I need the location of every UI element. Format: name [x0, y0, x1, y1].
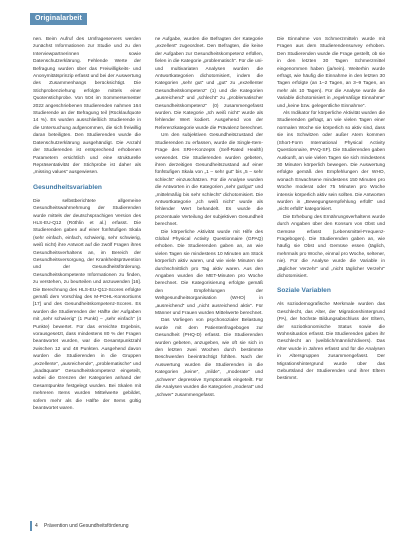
section-heading-gesundheitsvariablen: Gesundheitsvariablen [33, 183, 102, 191]
paragraph: Als Indikator für körperliche Aktivität wurden die Studierenden gefragt, an wie vielen Tagen einer normalen Woche sie körperlich so aktiv sind, dass sie ins Schwitzen oder außer Atem kommen (Short-Form International Physical Activity Questionnaire, IPAQ-SF). Die Studierenden gaben Auskunft, an wie vielen Tagen sie sich mindestens 30 Minuten körperlich bewegen. Die Auswertung erfolgte gemäß den Empfehlungen der WHO, wonach Erwachsene mindestens 150 Minuten pro Woche moderat oder 75 Minuten pro Woche intensiv körperlich aktiv sein sollten. Die Antworten wurden in „Bewegungsempfehlung erfüllt“ und „nicht erfüllt“ kategorisiert. [277, 111, 385, 213]
article-type-tag: Originalarbeit [30, 13, 87, 25]
paragraph: Das Vorliegen von psychosozialer Belastung wurde mit dem Patientenfragebogen zur Gesundheit (PHQ-D) erfasst. Die Studierenden wurden gebeten, anzugeben, wie oft sie sich in den letzten zwei Wochen durch bestimmte Beschwerden beeinträchtigt fühlten. Nach der Auswertung wurden die Studierenden in die Kategorien „keine“, „milde“, „moderate“ und „schwere“ depressive Symptomatik eingeteilt. Für die Analysen wurden die Kategorien „moderat“ und „schwer“ zusammengefasst. [155, 318, 263, 398]
journal-name: Prävention und Gesundheitsförderung [44, 523, 129, 529]
footer-accent-bar [30, 521, 32, 531]
page-number: 4 [35, 523, 38, 529]
column-3 [277, 36, 385, 516]
paragraph: Um den subjektiven Gesundheitszustand der Studierenden zu erfassen, wurde die Single-Item-Frage des SRH-Konzepts (Self-Rated Health) verwendet. Die Studierenden wurden gebeten, ihren derzeitigen Gesundheitszustand auf einer fünfstufigen Skala von „1 – sehr gut“ bis „5 – sehr schlecht“ einzuschätzen. Für die Analyse wurden die Antworten in die Kategorien „sehr gut/gut“ und „mittelmäßig bis sehr schlecht“ dichotomisiert. Die Antwortkategorie „Ich weiß nicht“ wurde als fehlender Wert behandelt. Es wurde die prozentuale Verteilung der subjektiven Gesundheit berechnet. [155, 133, 263, 228]
paragraph: Die Erhebung des Ernährungsverhaltens wurde durch Angaben über den Konsum von Obst und Gemüse erfasst (Lebensmittel-Frequenz-Fragebogen). Die Studierenden gaben an, wie häufig sie Obst und Gemüse essen (täglich, mehrmals pro Woche, einmal pro Woche, seltener, nie). Für die Analyse wurde die Variable in „täglicher Verzehr“ und „nicht täglicher Verzehr“ dichotomisiert. [277, 214, 385, 279]
paragraph: Als soziodemografische Merkmale wurden das Geschlecht, das Alter, der Migrationshintergrund (PA), der höchste Bildungsabschluss der Eltern, der sozioökonomische Status sowie die Wohnsituation erfasst. Die Studierenden gaben ihr Geschlecht an (weiblich/männlich/divers). Das Alter wurde in Jahren erfasst und für die Analysen in Altersgruppen zusammengefasst. Der Migrationshintergrund wurde über das Geburtsland der Studierenden und ihrer Eltern bestimmt. [277, 302, 385, 382]
article-body [33, 36, 385, 516]
paragraph: nen. Beim Aufruf des Umfrageservers werden zunächst Informationen zur Studie und zu den Interviewpartnerinnen sowie Datenschutzerklärung. Fehlende Werte der Befragung wurden über das Freiwilligkeits- und Anonymitätsprinzip erfasst und bei der Auswertung des Zusammenhangs berücksichtigt. Die Stichprobenziehung erfolgte mittels einer Quotenstichprobe. Von 504 im Sommersemester 2022 angeschriebenen Studierenden nahmen 164 Studierende an der Befragung teil (Rücklaufquote 14 %). Es wurden ausschließlich Studierende in die Untersuchung aufgenommen, die sich freiwillig daran beteiligten. Den Studierenden wurde die Datenschutzerklärung ausgehändigt. Die Anzahl der Studierenden ist entsprechend erhobenen Parametern ersichtlich und eine strukturelle Repräsentativität der Stichprobe ist daher als „missing values“ ausgewiesen. [33, 37, 141, 176]
paragraph: Die körperliche Aktivität wurde mit Hilfe des Global Physical Activity Questionnaire (GPAQ) erhoben. Die Studierenden gaben an, an wie vielen Tagen sie mindestens 10 Minuten am Stück körperlich aktiv waren, und wie viele Minuten sie durchschnittlich pro Tag aktiv waren. Aus den Angaben wurden die MET-Minuten pro Woche berechnet. Die Kategorisierung erfolgte gemäß den Empfehlungen der Weltgesundheitsorganisation (WHO) in „ausreichend“ und „nicht ausreichend aktiv“. Für Männer und Frauen wurden Mittelwerte berechnet. [155, 229, 263, 317]
paragraph: ne Aufgabe, wurden die Befragten der Kategorie „exzellent“ zugeordnet. Den Befragten, die keine der Aufgaben zur Gesundheitskompetenz erfüllen, fielen in die Kategorie „problematisch“. Für die uni- und multivariaten Analysen wurden die Antwortkategorien dichotomisiert, indem die Kategorien „sehr gut“ und „gut“ zu „exzellenter Gesundheitskompetenz“ (1) und die Kategorien „ausreichend“ und „schlecht“ zu „problematischer Gesundheitskompetenz“ (0) zusammengefasst wurden. Die Kategorie „Ich weiß nicht“ wurde als fehlender Wert kodiert. Ausgehend von der Referenzkategorie wurde die Prävalenz berechnet. [155, 37, 263, 131]
column-2 [155, 36, 263, 516]
column-1 [33, 36, 141, 516]
paragraph: Die Einnahme von Schmerzmitteln wurde mit Fragen aus dem Studierendensurvey erhoben. Den Studierenden wurde die Frage gestellt, ob sie in den letzten 30 Tagen Schmerzmittel eingenommen haben (ja/nein). Weiterhin wurde erfragt, wie häufig die Einnahme in den letzten 30 Tagen erfolgte (an 1–2 Tagen, an 3–9 Tagen, an mehr als 10 Tagen). Für die Analyse wurde die Variable dichotomisiert in „regelmäßige Einnahme“ und „keine bzw. gelegentliche Einnahme“. [277, 37, 385, 109]
section-heading-soziale-variablen: Soziale Variablen [277, 287, 331, 295]
paragraph: Die selbstberichtete allgemeine Gesundheitswahrnehmung der Studierenden wurde mittels der deutschsprachigen Version des HLS-EU-Q12 (Röthlin et al.) erfasst. Die Studierenden gaben auf einer fünfstufigen Skala (sehr einfach, einfach, schwierig, sehr schwierig, weiß nicht) ihre Antwort auf die zwölf Fragen ihres Gesundheitsverhaltens an, im Bereich der Gesundheitsversorgung, der Krankheitsprävention und der Gesundheitsförderung. Gesundheitskompetente Informationen zu finden, zu verstehen, zu beurteilen und anzuwenden [16]. Die Berechnung des HLS-EU-Q12-Scores erfolgte gemäß dem Vorschlag des M-POHL-Konsortiums [17] und des Gesundheitskompetenz-Scores. Es wurden die Studierenden der Hälfte der Aufgaben mit „sehr schwierig“ (1 Punkt) – „sehr einfach“ (4 Punkte) bewertet. Für das erreichte Ergebnis, vorausgesetzt, dass mindestens 80 % der Fragen beantwortet wurden, war die Gesamtpunktzahl zwischen 12 und 48 Punkten. Ausgehend davon wurden die Studierenden in die Gruppen „exzellente“, „ausreichende“, „problematische“ und „inadäquate“ Gesundheitskompetenz eingeteilt, wobei die Grenzen der Kategorien anhand der Gesamtpunkte festgelegt wurden. Bei Skalen mit mehreren Items wurden Mittelwerte gebildet, sofern mehr als die Hälfte der Items gültig beantwortet waren. [33, 198, 141, 412]
